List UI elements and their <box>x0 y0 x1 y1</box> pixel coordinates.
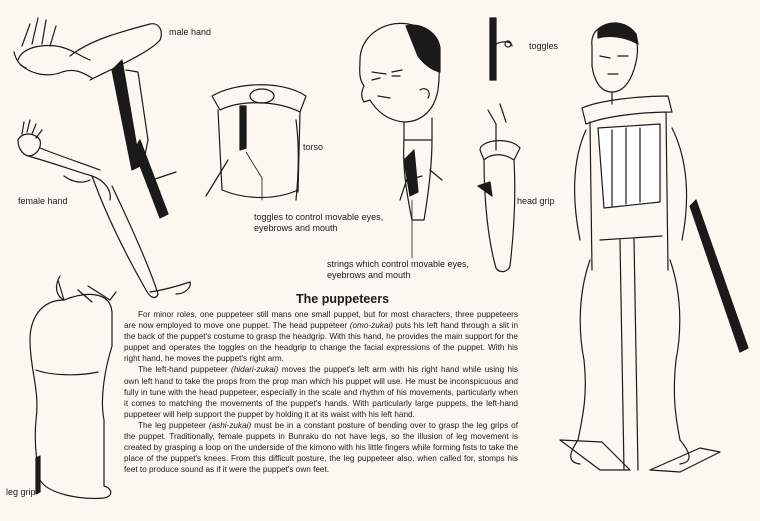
male-hand-drawing <box>14 18 176 218</box>
toggles-drawing <box>490 18 512 80</box>
label-leg-grip: leg grip <box>6 487 36 497</box>
full-puppet-drawing <box>560 23 748 472</box>
label-strings-control: strings which control movable eyes, eyebrows and mouth <box>327 259 470 280</box>
paragraph-head-puppeteer: For minor roles, one puppeteer still mans one small puppet, but for most characters, three puppeteers are now employed to move one puppet. The head puppeteer (omo-zukai) puts his left hand through a slit in the back of the puppet's costume to grasp the headgrip. With this hand, he provides the main support for the puppet and operates the toggles on the headgrip to change the facial expressions of the puppet. With his right hand, he moves the puppet's right arm. <box>124 310 518 364</box>
paragraph-left-hand-puppeteer: The left-hand puppeteer (hidari-zukai) moves the puppet's left arm with his right hand while using his own left hand to take the props from the prop man which his puppet will use. He must be inconspicuous and fully in tune with the head puppeteer, especially in the scale and rhythm of his movements, particularly when it comes to matching the movements of the puppet's hands. With particularly large puppets, the left-hand puppeteer will help support the puppet by holding it at its waist with his left hand. <box>124 365 518 419</box>
term-ashi-zukai: (ashi-zukai) <box>208 420 252 430</box>
leader-lines <box>246 152 412 258</box>
label-torso: torso <box>303 142 324 152</box>
head-grip-drawing <box>478 104 520 272</box>
label-toggles-control: toggles to control movable eyes, eyebrows and mouth <box>254 212 384 233</box>
label-toggles: toggles <box>529 41 559 51</box>
article-title: The puppeteers <box>296 292 390 306</box>
label-female-hand: female hand <box>18 196 68 206</box>
torso-drawing <box>206 85 306 200</box>
term-omo-zukai: (omo-zukai) <box>349 321 393 331</box>
label-male-hand: male hand <box>169 27 212 37</box>
paragraph-leg-puppeteer: The leg puppeteer (ashi-zukai) must be in a constant posture of bending over to grasp the leg grips of the puppet. Traditionally, female puppets in Bunraku do not have legs, so the illusion of leg movement is created by grasping a loop on the underside of the kimono with his little fingers while forming fists to take the place of the puppet's knees. From this difficult posture, the leg puppeteer also, when called for, stomps his feet to produce sound as if it were the puppet's own feet. <box>124 420 519 475</box>
term-hidari-zukai: (hidari-zukai) <box>231 365 279 375</box>
article-body <box>124 309 518 475</box>
leg-drawing <box>30 276 116 498</box>
label-head-grip: head grip <box>517 196 555 206</box>
puppet-head-drawing <box>360 23 442 220</box>
